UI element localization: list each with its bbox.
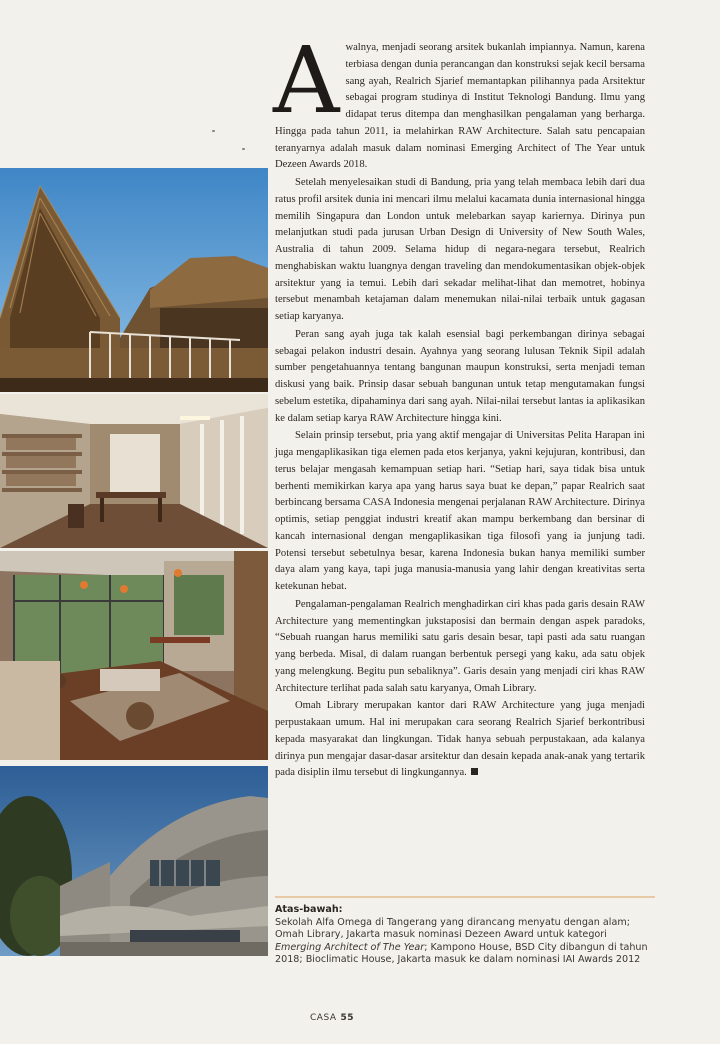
scan-speck	[212, 130, 215, 132]
page-folio	[310, 1013, 354, 1023]
caption-line-2a: Omah Library, Jakarta masuk nominasi Dezeen Award untuk kategori	[275, 929, 607, 941]
article-paragraph-1: Awalnya, menjadi seorang arsitek bukanlah impiannya. Namun, karena terbiasa dengan dunia perancangan dan konstruksi sejak kecil bersama sang ayah, Realrich Sjarief memantapkan pilihannya pada Arsitektur sebagai program studinya di Institut Teknologi Bandung. Ilmu yang didapat terus ditempa dan menghasilkan pengalaman yang berharga. Hingga pada tahun 2011, ia melahirkan RAW Architecture. Salah satu pencapaian teranyarnya adalah masuk dalam nominasi Emerging Architect of The Year untuk Dezeen Awards 2018.	[273, 27, 645, 171]
caption-line-2b: Emerging Architect of The Year	[275, 941, 425, 953]
caption-heading: Atas-bawah:	[275, 904, 343, 915]
photo-kampono-house	[0, 551, 268, 760]
photo-bioclimatic-house	[0, 766, 268, 956]
article-paragraph-6: Omah Library merupakan kantor dari RAW Architecture yang juga menjadi perpustakaan umum. Hal ini merupakan cara seorang Realrich Sjarief berkontribusi kepada masyarakat dan lingkungan. Tidak hanya sebuah perpustakaan, ada kalanya dirinya pun mengajar dasar-dasar arsitektur dan desain kepada anak-anak yang tertarik pada disiplin ilmu tersebut di lingkungannya.	[275, 700, 645, 779]
caption-line-1: Sekolah Alfa Omega di Tangerang yang dirancang menyatu dengan alam;	[275, 917, 630, 929]
end-mark-icon	[471, 768, 478, 775]
article-paragraph-4: Selain prinsip tersebut, pria yang aktif mengajar di Universitas Pelita Harapan ini juga mengaplikasikan tiga elemen pada etos kerjanya, yakni kejujuran, kontribusi, dan terus belajar mengasah kemampuan setiap hari. “Setiap hari, saya tidak bisa untuk berhenti memikirkan karya apa yang harus saya buat ke depan,” papar Realrich saat berbincang bersama CASA Indonesia mengenai perjalanan RAW Architecture. Dirinya optimis, setiap penggiat industri kreatif akan mampu berkembang dan bersinar di kancah internasional dengan mengaplikasikan tiga filosofi yang ia junjung tadi. Potensi tersebut sebetulnya besar, karena Indonesia bukan hanya memiliki sumber daya alam yang kaya, tapi juga manusia-manusia yang lahir dengan kreativitas serta ketekunan hebat.	[275, 430, 645, 592]
photo-alfa-omega-school	[0, 168, 268, 392]
folio-page-number: 55	[340, 1013, 355, 1023]
drop-cap: A	[273, 27, 340, 134]
scan-speck	[242, 148, 245, 150]
caption-divider	[275, 896, 655, 898]
folio-magazine: CASA	[310, 1013, 337, 1023]
article-paragraph-5: Pengalaman-pengalaman Realrich menghadirkan ciri khas pada garis desain RAW Architecture yang mementingkan jukstaposisi dan bermain dengan aspek paradoks, “Sebuah ruangan harus memiliki satu garis desain besar, tapi pasti ada satu ruangan yang berbeda. Misal, di dalam ruangan berbentuk persegi yang kaku, ada satu objek yang melengkung. Begitu pun sebaliknya”. Garis desain yang menjadi ciri khas RAW Architecture terlihat pada salah satu karyanya, Omah Library.	[275, 598, 645, 694]
article-body	[273, 27, 645, 782]
caption-line-2c: ; Kampono House, BSD City dibangun di tahun 2018; Bioclimatic House, Jakarta masuk ke dalam nominasi IAI Awards 2012	[275, 941, 648, 965]
article-paragraph-2: Setelah menyelesaikan studi di Bandung, pria yang telah membaca lebih dari dua ratus profil arsitek dunia ini mencari ilmu melalui kacamata dunia internasional hingga memilih Singapura dan London untuk melebarkan sayap kariernya. Dirinya pun melanjutkan studi pada jurusan Urban Design di University of New South Wales, Australia di tahun 2009. Selama hidup di negara-negara tersebut, Realrich menghabiskan waktu luangnya dengan traveling dan mendokumentasikan objek-objek arsitektur yang ia temui. Lebih dari sekadar melihat-lihat dan memotret, hobinya tersebut menambah ketajaman dalam menemukan nilai-nilai terbaik untuk gagasan setiap karyanya.	[275, 177, 645, 322]
photo-omah-library	[0, 394, 268, 548]
article-paragraph-3: Peran sang ayah juga tak kalah esensial bagi perkembangan dirinya sebagai sebagai pelakon industri desain. Ayahnya yang seorang lulusan Teknik Sipil adalah sumber pengetahuannya tentang bangunan maupun konstruksi, serta menjadi teman diskusi yang baik. Prinsip dasar sebuah bangunan untuk tetap mengutamakan fungsi sebelum estetika, dipahaminya dari sang ayah. Nilai-nilai tersebut lantas ia aplikasikan ke dalam setiap karya RAW Architecture hingga kini.	[275, 328, 645, 424]
photo-caption	[275, 904, 650, 966]
